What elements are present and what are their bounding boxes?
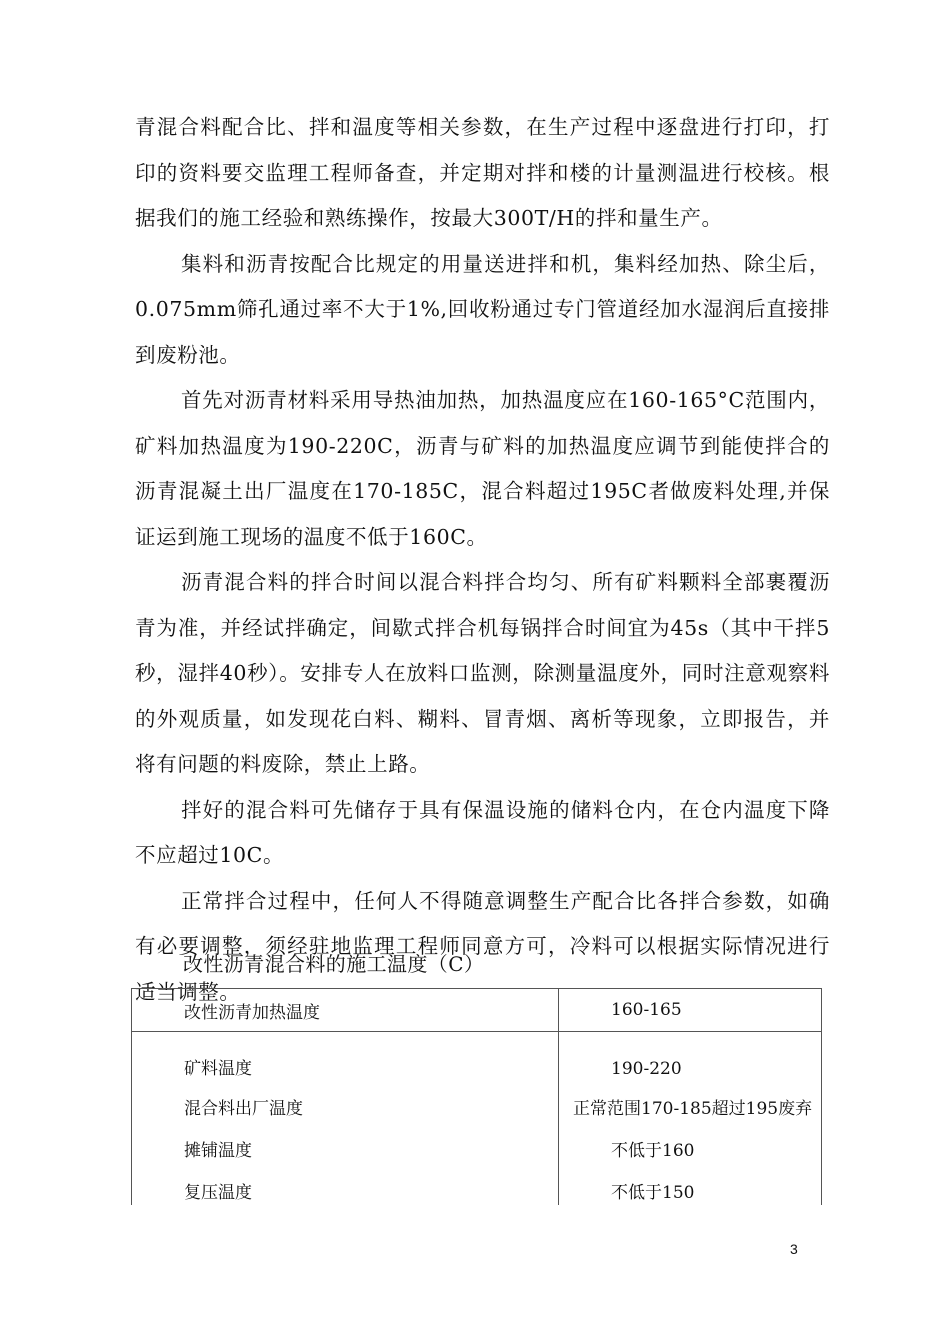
table-row (132, 1081, 822, 1121)
paragraph-mixing-time: 沥青混合料的拌合时间以混合料拌合均匀、所有矿料颗料全部裹覆沥青为准，并经试拌确定，间歇式拌合机每锅拌合时间宜为45s（其中干拌5秒，湿拌40秒）。安排专人在放料口监测，除测量温度外，同时注意观察料的外观质量，如发现花白料、糊料、冒青烟、离析等现象，立即报告，并将有问题的料废除，禁止上路。 (135, 570, 830, 776)
table-cell-label: 摊铺温度 (132, 1121, 559, 1163)
table-cell-label: 改性沥青加热温度 (132, 989, 559, 1032)
table-cell-label: 矿料温度 (132, 1032, 559, 1082)
body-text (135, 105, 830, 1015)
table-row (132, 989, 822, 1032)
table-row (132, 1032, 822, 1082)
table-cell-label: 复压温度 (132, 1163, 559, 1205)
paragraph-aggregate-heating: 集料和沥青按配合比规定的用量送进拌和机，集料经加热、除尘后，0.075mm筛孔通过率不大于1%,回收粉通过专门管道经加水湿润后直接排到废粉池。 (135, 251, 830, 367)
table-cell-value: 不低于160 (559, 1121, 822, 1163)
paragraph-adjustment: 正常拌合过程中，任何人不得随意调整生产配合比各拌合参数，如确有必要调整，须经驻地监理工程师同意方可，冷料可以根据实际情况进行适当调整。 (135, 888, 830, 1004)
temperature-table (131, 988, 822, 1205)
paragraph-storage: 拌好的混合料可先储存于具有保温设施的储料仓内，在仓内温度下降不应超过10C。 (135, 797, 830, 867)
table-cell-value: 正常范围170-185超过195废弃 (559, 1081, 822, 1121)
page-number: 3 (790, 1241, 798, 1257)
table-caption: 改性沥青混合料的施工温度（C） (183, 952, 485, 976)
paragraph-continued: 青混合料配合比、拌和温度等相关参数，在生产过程中逐盘进行打印，打印的资料要交监理工程师备查，并定期对拌和楼的计量测温进行校核。根据我们的施工经验和熟练操作，按最大300T/H的拌和量生产。 (135, 115, 830, 230)
table-cell-value: 不低于150 (559, 1163, 822, 1205)
table-row (132, 1163, 822, 1205)
paragraph-heating-temperature: 首先对沥青材料采用导热油加热，加热温度应在160-165°C范围内，矿料加热温度为190-220C，沥青与矿料的加热温度应调节到能使拌合的沥青混凝土出厂温度在170-185C，混合料超过195C者做废料处理,并保证运到施工现场的温度不低于160C。 (135, 388, 830, 549)
table-cell-value: 190-220 (559, 1032, 822, 1082)
table-row (132, 1121, 822, 1163)
table-cell-value: 160-165 (559, 989, 822, 1032)
table-cell-label: 混合料出厂温度 (132, 1081, 559, 1121)
